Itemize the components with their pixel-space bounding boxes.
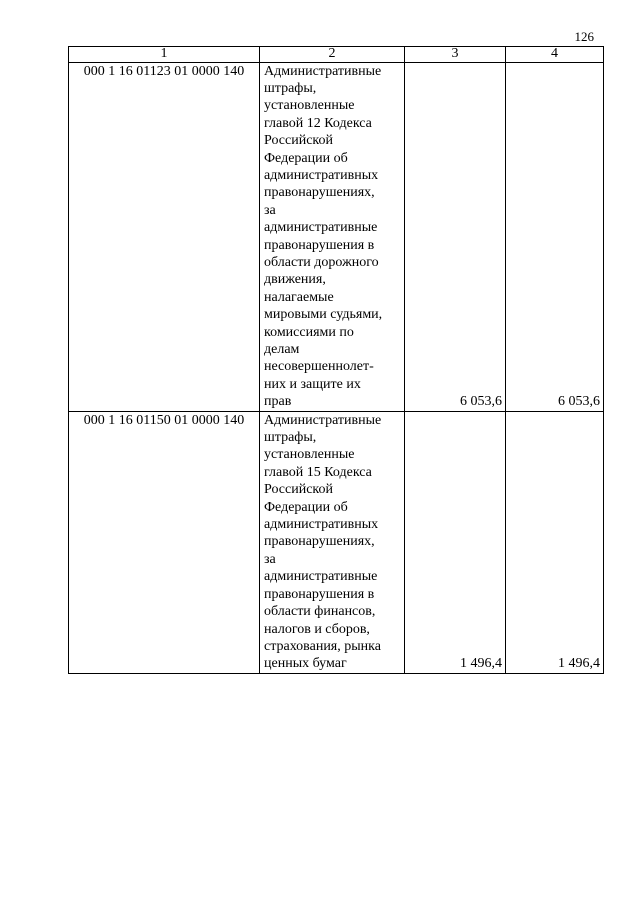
value-col3: 6 053,6 — [405, 62, 506, 411]
description-line: области дорожного — [264, 254, 379, 270]
description-line: штрафы, — [264, 80, 317, 96]
description-line: движения, — [264, 272, 326, 288]
description-line: правонарушения в — [264, 237, 375, 253]
description-line: прав — [264, 394, 292, 410]
description-line: Российской — [264, 482, 333, 498]
description-line: административных — [264, 517, 379, 533]
value-col4: 6 053,6 — [506, 62, 604, 411]
description-line: Российской — [264, 133, 333, 149]
description-line: главой 12 Кодекса — [264, 115, 372, 131]
column-header: 2 — [260, 47, 405, 63]
description-line: за — [264, 202, 276, 218]
table-header-row — [69, 47, 604, 63]
page-number: 126 — [574, 29, 594, 44]
description-line: них и защите их — [264, 376, 361, 392]
description-line: штрафы, — [264, 430, 317, 446]
description-line: несовершеннолет- — [264, 359, 374, 375]
column-header: 3 — [405, 47, 506, 63]
budget-code: 000 1 16 01123 01 0000 140 — [69, 62, 260, 411]
description-line: административные — [264, 569, 378, 585]
description-line: правонарушениях, — [264, 185, 375, 201]
description-line: Федерации об — [264, 150, 348, 166]
value-col4: 1 496,4 — [506, 411, 604, 673]
description-line: страхования, рынка — [264, 638, 381, 654]
description-line: главой 15 Кодекса — [264, 464, 372, 480]
budget-code: 000 1 16 01150 01 0000 140 — [69, 411, 260, 673]
description-line: области финансов, — [264, 604, 376, 620]
description-line: комиссиями по — [264, 324, 354, 340]
column-header: 1 — [69, 47, 260, 63]
description-line: делам — [264, 342, 300, 357]
description-line: правонарушениях, — [264, 534, 375, 550]
description-line: правонарушения в — [264, 586, 375, 602]
description-line: Административные — [264, 63, 382, 79]
value-col3: 1 496,4 — [405, 411, 506, 673]
table-row — [69, 411, 604, 673]
description-line: Административные — [264, 412, 382, 428]
description-line: налагаемые — [264, 289, 334, 305]
description-line: ценных бумаг — [264, 656, 347, 672]
description — [260, 62, 405, 411]
description-line: установленные — [264, 447, 355, 463]
description-line: административных — [264, 167, 379, 183]
description-line: налогов и сборов, — [264, 621, 370, 637]
table-row — [69, 62, 604, 411]
description-line: за — [264, 551, 276, 567]
budget-table — [68, 46, 604, 674]
description-line: установленные — [264, 98, 355, 114]
description-line: мировыми судьями, — [264, 307, 383, 323]
description-line: административные — [264, 220, 378, 236]
column-header: 4 — [506, 47, 604, 63]
description-line: Федерации об — [264, 499, 348, 515]
description — [260, 411, 405, 673]
